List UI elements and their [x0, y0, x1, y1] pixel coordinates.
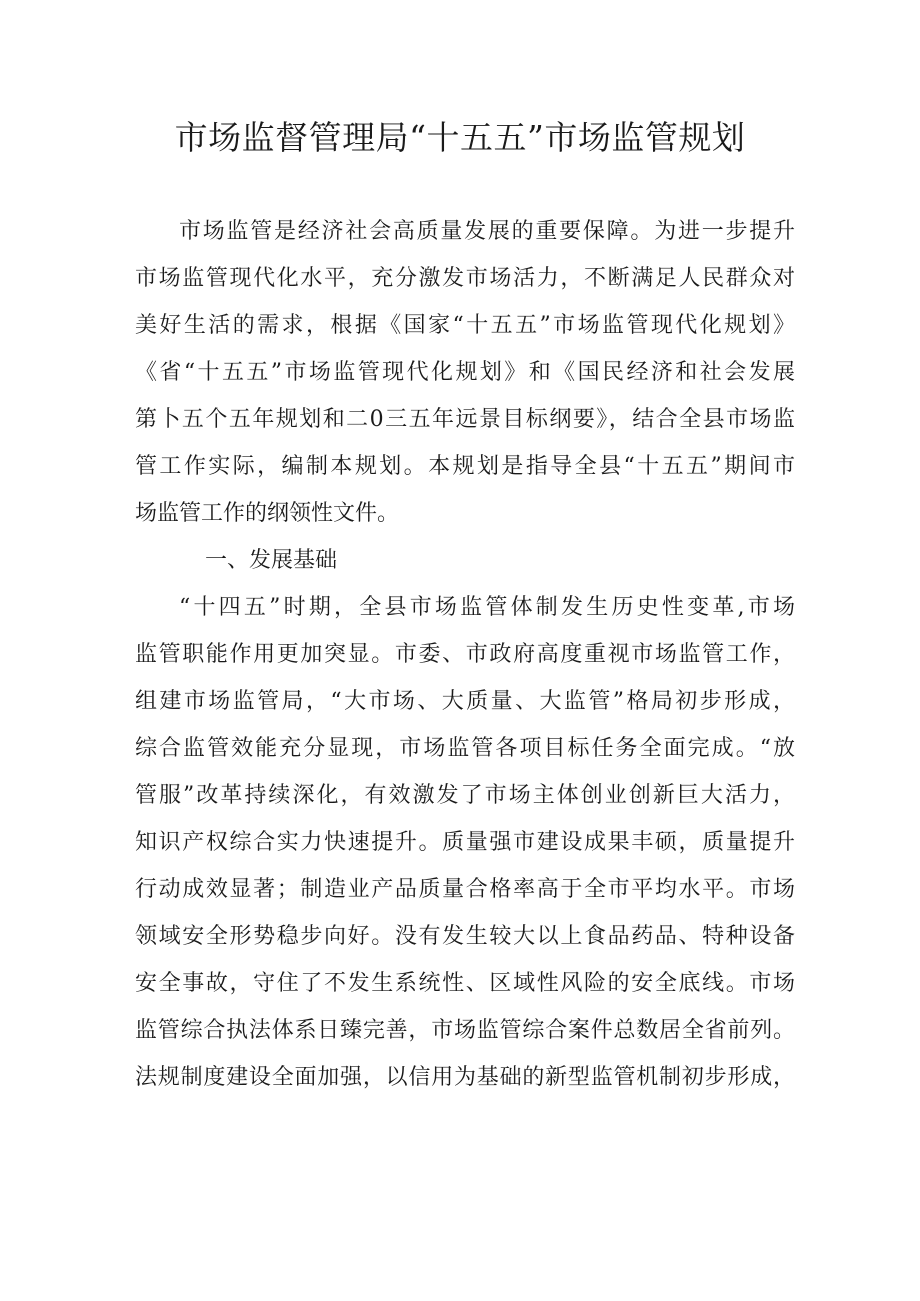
paragraph-line: 市场监管现代化水平，充分激发市场活力，不断满足人民群众对 — [135, 266, 795, 291]
document-body — [135, 208, 795, 1101]
paragraph-line: 组建市场监管局，“大市场、大质量、大监管”格局初步形成， — [135, 689, 795, 714]
paragraph-line: 领域安全形势稳步向好。没有发生较大以上食品药品、特种设备 — [135, 924, 795, 949]
paragraph-line: 市场监管是经济社会高质量发展的重要保障。为进一步提升 — [179, 219, 795, 244]
paragraph-line: 场监管工作的纲领性文件。 — [135, 501, 400, 526]
paragraph-line: 管工作实际，编制本规划。本规划是指导全县“十五五”期间市 — [135, 454, 795, 479]
paragraph-line: 安全事故，守住了不发生系统性、区域性风险的安全底线。市场 — [135, 971, 795, 996]
paragraph-line: 第卜五个五年规划和二0三五年远景目标纲要》，结合全县市场监 — [135, 407, 795, 432]
paragraph-line: 管服”改革持续深化，有效激发了市场主体创业创新巨大活力， — [135, 783, 795, 808]
paragraph-line: 监管综合执法体系日臻完善，市场监管综合案件总数居全省前列。 — [135, 1018, 795, 1043]
paragraph-line: 监管职能作用更加突显。市委、市政府高度重视市场监管工作， — [135, 642, 795, 667]
document-title: 市场监督管理局“十五五”市场监管规划 — [174, 118, 746, 157]
paragraph-line: 知识产权综合实力快速提升。质量强市建设成果丰硕，质量提升 — [135, 830, 795, 855]
paragraph-line: “十四五”时期，全县市场监管体制发生历史性变革,市场 — [179, 595, 795, 620]
paragraph-line: 美好生活的需求，根据《国家“十五五”市场监管现代化规划》 — [135, 313, 795, 338]
paragraph-line: 行动成效显著；制造业产品质量合格率高于全市平均水平。市场 — [135, 877, 795, 902]
paragraph-line: 法规制度建设全面加强，以信用为基础的新型监管机制初步形成， — [135, 1065, 795, 1090]
paragraph-line: 综合监管效能充分显现，市场监管各项目标任务全面完成。“放 — [135, 736, 795, 761]
paragraph-line: 《省“十五五”市场监管现代化规划》和《国民经济和社会发展 — [135, 360, 795, 385]
section-heading: 一、发展基础 — [205, 548, 338, 573]
